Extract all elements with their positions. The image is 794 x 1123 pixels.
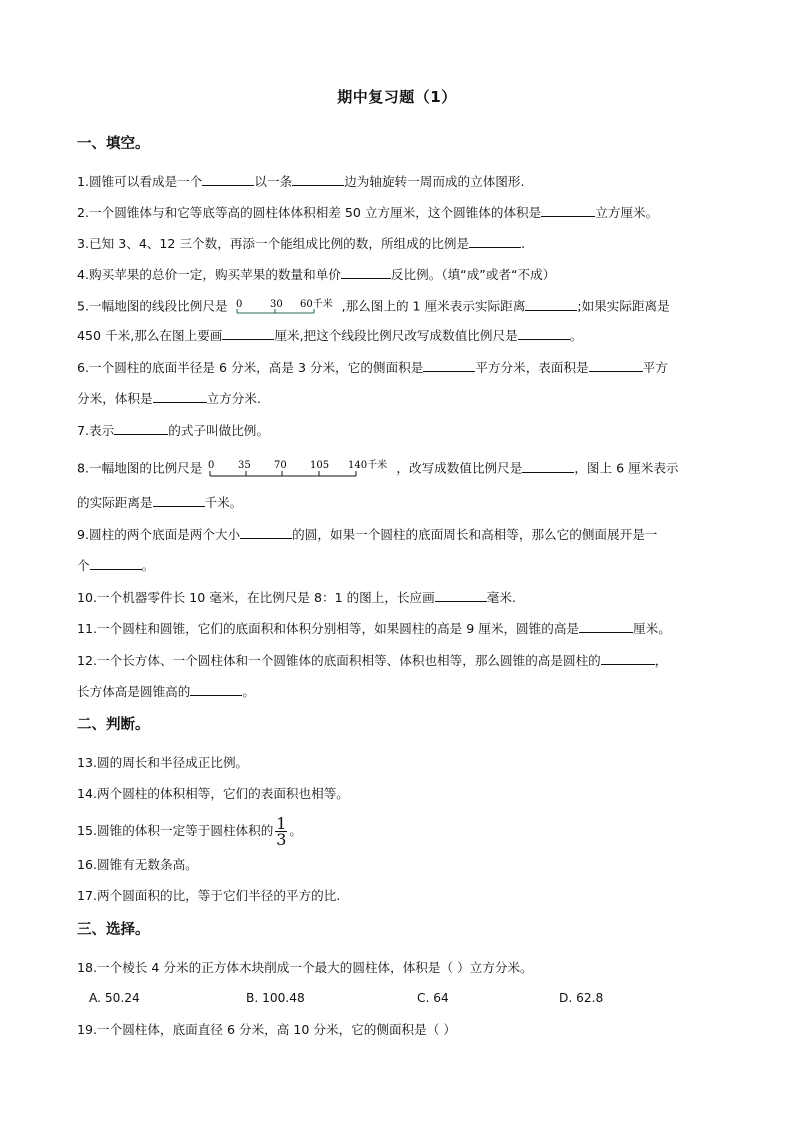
- option-a[interactable]: A. 50.24: [89, 991, 140, 1005]
- question-6-line-2: 分米，体积是 立方分米.: [77, 391, 261, 406]
- scale-tick-label: 35: [238, 460, 252, 471]
- option-d[interactable]: D. 62.8: [559, 991, 604, 1005]
- scale-tick-label: 70: [274, 460, 288, 471]
- answer-blank[interactable]: [435, 589, 487, 602]
- answer-blank[interactable]: [522, 460, 574, 473]
- question-10: 10.一个机器零件长 10 毫米，在比例尺是 8：1 的图上，长应画 毫米.: [77, 590, 516, 605]
- question-17: 17.两个圆面积的比，等于它们半径的平方的比.: [77, 888, 341, 903]
- answer-blank[interactable]: [518, 327, 570, 340]
- answer-blank[interactable]: [423, 359, 475, 372]
- question-3: 3.已知 3、4、12 三个数，再添一个能组成比例的数，所组成的比例是 .: [77, 236, 526, 251]
- answer-blank[interactable]: [469, 235, 521, 248]
- question-7: 7.表示 的式子叫做比例。: [77, 423, 269, 438]
- question-9-line-2: 个 。: [77, 558, 155, 573]
- question-12-line-1: 12.一个长方体、一个圆柱体和一个圆锥体的底面积相等、体积也相等，那么圆锥的高是圆柱的 ，: [77, 653, 668, 668]
- question-14: 14.两个圆柱的体积相等，它们的表面积也相等。: [77, 786, 349, 801]
- answer-blank[interactable]: [153, 390, 207, 403]
- scale-tick-label: 140千米: [348, 460, 388, 471]
- answer-blank[interactable]: [525, 298, 577, 311]
- answer-blank[interactable]: [202, 173, 254, 186]
- answer-blank[interactable]: [541, 204, 595, 217]
- question-4: 4.购买苹果的总价一定，购买苹果的数量和单价 反比例。（填“成”或者“不成）: [77, 267, 556, 282]
- question-8-line-1: 8.一幅地图的比例尺是 0 35 70 105 140千米 ，改写成数值比例尺是 ，图上 6 厘米表示: [77, 458, 679, 480]
- option-b[interactable]: B. 100.48: [246, 991, 305, 1005]
- question-6-line-1: 6.一个圆柱的底面半径是 6 分米，高是 3 分米，它的侧面积是 平方分米，表面积是 平方: [77, 360, 668, 375]
- question-9-line-1: 9.圆柱的两个底面是两个大小 的圆，如果一个圆柱的底面周长和高相等，那么它的侧面展开是一: [77, 527, 658, 542]
- question-1: 1.圆锥可以看成是一个 以一条 边为轴旋转一周而成的立体图形.: [77, 174, 525, 189]
- answer-blank[interactable]: [601, 652, 655, 665]
- scale-tick-label: 105: [310, 460, 330, 471]
- question-15: 15.圆锥的体积一定等于圆柱体积的 $\frac{1}{3}$ 。: [77, 814, 302, 849]
- question-16: 16.圆锥有无数条高。: [77, 857, 198, 872]
- answer-blank[interactable]: [292, 173, 344, 186]
- answer-blank[interactable]: [341, 266, 391, 279]
- option-c[interactable]: C. 64: [417, 991, 449, 1005]
- page-title: 期中复习题（1）: [337, 88, 457, 106]
- question-11: 11.一个圆柱和圆锥，它们的底面积和体积分别相等，如果圆柱的高是 9 厘米，圆锥的高是 厘米。: [77, 621, 671, 636]
- scale-tick-label: 0: [208, 460, 215, 471]
- answer-blank[interactable]: [222, 327, 274, 340]
- question-13: 13.圆的周长和半径成正比例。: [77, 755, 249, 770]
- section-fill-in: 一、填空。: [77, 136, 150, 152]
- scale-tick-label: 0: [235, 299, 242, 310]
- answer-blank[interactable]: [240, 526, 292, 539]
- question-12-line-2: 长方体高是圆锥高的 。: [77, 684, 255, 699]
- question-2: 2.一个圆锥体与和它等底等高的圆柱体体积相差 50 立方厘米，这个圆锥体的体积是 立方厘米。: [77, 205, 659, 220]
- question-19: 19.一个圆柱体，底面直径 6 分米，高 10 分米，它的侧面积是（ ）: [77, 1022, 456, 1037]
- question-5-line-2: 450 千米,那么在图上要画 厘米,把这个线段比例尺改写成数值比例尺是 。: [77, 328, 583, 343]
- scale-tick-label: 30: [269, 299, 283, 310]
- question-5-line-1: 5.一幅地图的线段比例尺是 0 30 60千米 ,那么图上的 1 厘米表示实际距离 ;如果实际距离是: [77, 297, 670, 317]
- scale-tick-label: 60千米: [299, 299, 333, 310]
- answer-blank[interactable]: [114, 422, 168, 435]
- line-scale-5: [232, 297, 342, 317]
- answer-blank[interactable]: [589, 359, 643, 372]
- section-true-false: 二、判断。: [77, 717, 150, 733]
- answer-blank[interactable]: [579, 620, 633, 633]
- answer-blank[interactable]: [153, 494, 205, 507]
- line-scale-8: [206, 458, 396, 480]
- answer-blank[interactable]: [190, 683, 242, 696]
- section-multiple-choice: 三、选择。: [77, 922, 150, 938]
- question-18: 18.一个棱长 4 分米的正方体木块削成一个最大的圆柱体，体积是（ ）立方分米。: [77, 960, 533, 975]
- answer-blank[interactable]: [90, 557, 142, 570]
- fraction-one-third: $\frac{1}{3}$: [276, 814, 287, 849]
- question-8-line-2: 的实际距离是 千米。: [77, 495, 243, 510]
